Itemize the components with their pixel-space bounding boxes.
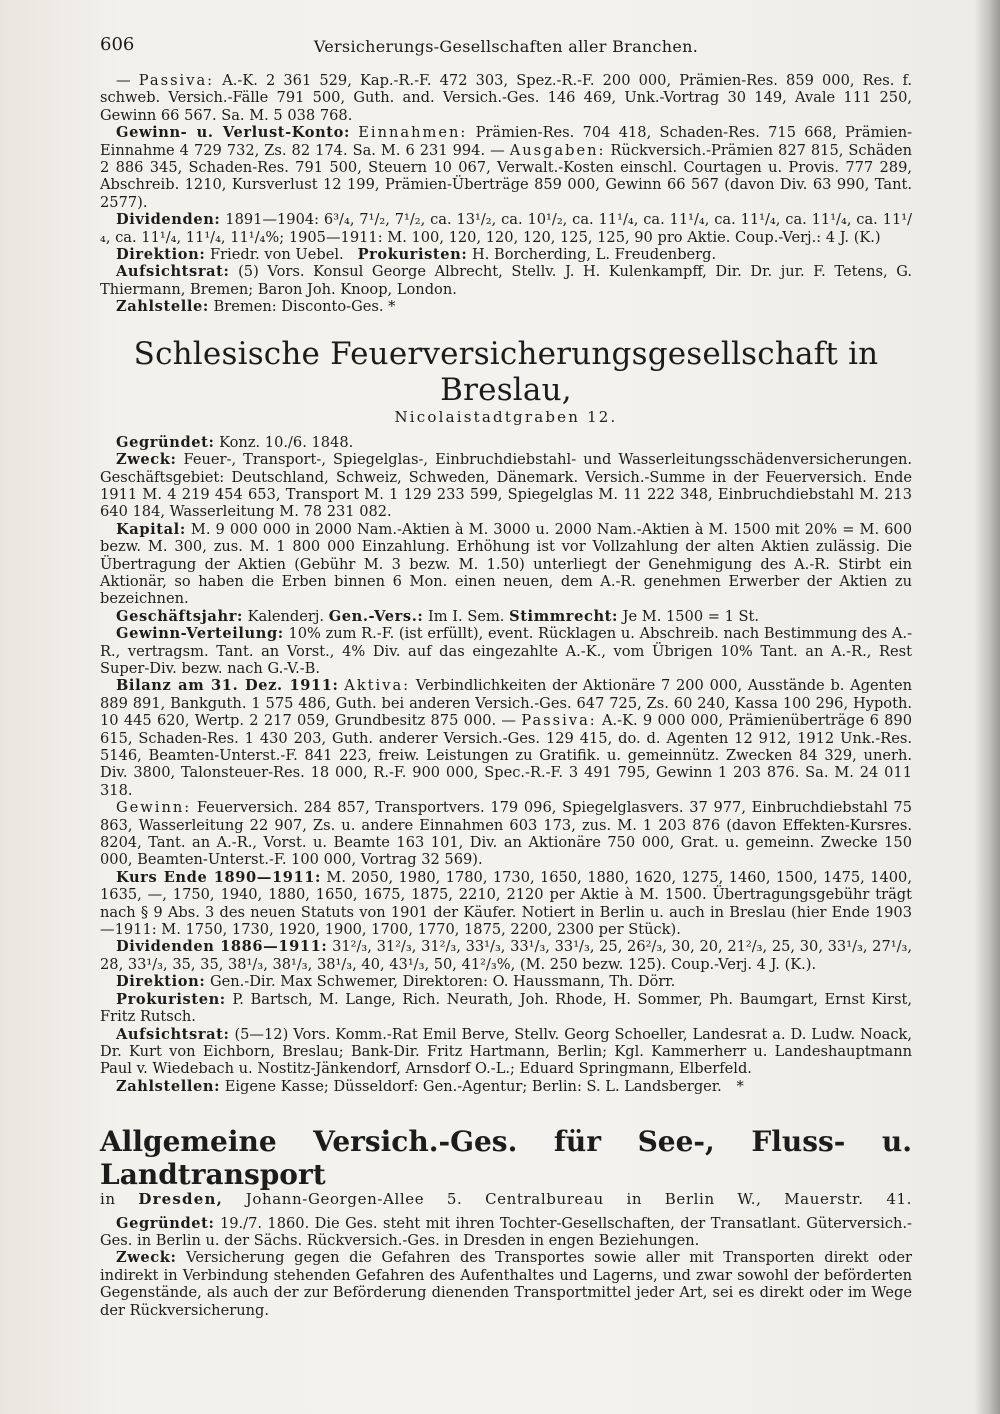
kurs-paragraph — [100, 869, 912, 939]
end-star: * — [736, 1077, 744, 1095]
genvers-text: Im I. Sem. — [428, 607, 505, 625]
gegruendet-text: Konz. 10./6. 1848. — [219, 433, 354, 451]
zweck-paragraph — [100, 451, 912, 521]
company-address-line — [100, 1191, 912, 1208]
kapital-paragraph — [100, 521, 912, 608]
prokuristen-label: Prokuristen: — [357, 246, 468, 264]
gv-einnahmen-label: Einnahmen: — [358, 124, 468, 142]
bilanz-paragraph — [100, 677, 912, 799]
stimmrecht-text: Je M. 1500 = 1 St. — [622, 607, 760, 625]
gewinn-label: Gewinn: — [116, 799, 192, 817]
address-prefix: in — [100, 1190, 116, 1209]
company-title-schlesische: Schlesische Feuerversicherungsgesellschaft in Breslau, — [133, 335, 879, 408]
kurs-label: Kurs Ende 1890—1911: — [116, 868, 321, 886]
geschaeftsjahr-label: Geschäftsjahr: — [116, 607, 243, 625]
geschaeftsjahr-text: Kalenderj. — [247, 607, 325, 625]
gewinnverteilung-label: Gewinn-Verteilung: — [116, 625, 284, 643]
address-city: Dresden, — [138, 1190, 224, 1209]
zweck3-text: Versicherung gegen die Gefahren des Transportes sowie aller mit Transporten direkt oder indirekt in Verbindung stehenden Gefahren des Aufenthaltes und Lagerns, und zwar sowohl der beförderten Gegenstände, als auch der zur Beförderung dienenden Transportmittel jeder Art, sei es direkt oder im Wege der Rückversicherung. — [100, 1249, 912, 1319]
gegruendet3-paragraph — [100, 1215, 912, 1250]
direction-text: Friedr. von Uebel. — [209, 246, 344, 264]
kapital-text: M. 9 000 000 in 2000 Nam.-Aktien à M. 3000 u. 2000 Nam.-Aktien à M. 1500 mit 20% = M. 600 bezw. M. 300, zus. M. 1 800 000 Einzahlung. Erhöhung ist vor Vollzahlung der alten Aktien zulässig. Die Übertragung der Aktien (Gebühr M. 3 bezw. M. 1.50) unterliegt der Genehmigung des A.-R. Stirbt ein Aktionär, so haben die Erben binnen 6 Mon. einen neuen, dem A.-R. genehmen Erwerber der Aktien zu bezeichnen. — [100, 520, 912, 608]
dividenden2-label: Dividenden 1886—1911: — [116, 938, 328, 956]
gegruendet-paragraph — [100, 434, 912, 451]
aufsichtsrat-label: Aufsichtsrat: — [116, 263, 230, 281]
aufsichtsrat2-text: (5—12) Vors. Komm.-Rat Emil Berve, Stellv. Georg Schoeller, Landesrat a. D. Ludw. Noack, Dr. Kurt von Eichborn, Breslau; Bank-Dir. Fritz Hartmann, Berlin; Kgl. Kammerherr u. Landeshauptmann Paul v. Wiedebach u. Nostitz-Jänkendorf, Arnsdorf O.-L.; Eduard Springmann, Elberfeld. — [100, 1025, 912, 1078]
page-number: 606 — [100, 34, 135, 55]
aufsichtsrat2-paragraph — [100, 1026, 912, 1078]
zweck-text: Feuer-, Transport-, Spiegelglas-, Einbruchdiebstahl- und Wasserleitungsschädenversicherungen. Geschäftsgebiet: Deutschland, Schweiz, Schweden, Dänemark. Versich.-Summe in der Feuerversich. Ende 1911 M. 4 219 454 653, Transport M. 1 129 233 599, Spiegelglas M. 11 222 348, Einbruchdiebstahl M. 213 640 184, Wasserleitung M. 78 231 082. — [100, 451, 913, 521]
gegruendet-label: Gegründet: — [116, 433, 215, 451]
direktion2-text: Gen.-Dir. Max Schwemer, Direktoren: O. Haussmann, Th. Dörr. — [209, 973, 676, 991]
prokuristen2-text: P. Bartsch, M. Lange, Rich. Neurath, Joh. Rhode, H. Sommer, Ph. Baumgart, Ernst Kirst, Fritz Rutsch. — [100, 990, 913, 1026]
gewinnverteilung-text: 10% zum R.-F. (ist erfüllt), event. Rücklagen u. Abschreib. nach Bestimmung des A.-R., vertragsm. Tant. an Vorst., 4% Div. auf das eingezahlte A.-K., vom Übrigen 10% Tant. an A.-R., Rest Super-Div. bezw. nach G.-V.-B. — [100, 625, 912, 677]
bilanz-label: Bilanz am 31. Dez. 1911: — [116, 677, 339, 695]
gegruendet3-label: Gegründet: — [116, 1214, 215, 1232]
bilanz-aktiva-label: Aktiva: — [344, 677, 411, 695]
zweck-label: Zweck: — [116, 451, 177, 469]
gv-einnahmen-text: Prämien-Res. 704 418, Schaden-Res. 715 668, Prämien-Einnahme 4 729 732, Zs. 82 174. Sa. M. 6 231 994. — — [100, 124, 913, 159]
zweck3-label: Zweck: — [116, 1249, 177, 1267]
prokuristen2-paragraph — [100, 991, 912, 1026]
kurs-text: M. 2050, 1980, 1780, 1730, 1650, 1880, 1620, 1275, 1460, 1500, 1475, 1400, 1635, —, 1750, 1940, 1880, 1650, 1675, 1875, 2210, 2120 per Aktie à M. 1500. Übertragungsgebühr trägt nach § 9 Abs. 3 des neuen Statuts von 1901 der Käufer. Notiert in Berlin u. auch in Breslau (hier Ende 1903—1911: M. 1750, 1730, 1920, 1900, 1700, 1770, 1875, 2200, 2300 per Stück). — [100, 868, 912, 939]
zahlstelle-label: Zahlstelle: — [116, 298, 209, 316]
company-title-allgemeine: Allgemeine Versich.-Ges. für See-, Fluss- u. Landtransport — [100, 1125, 912, 1192]
gv-paragraph — [100, 124, 912, 211]
address-rest: Johann-Georgen-Allee 5. Centralbureau in Berlin W., Mauerstr. 41. — [245, 1190, 912, 1209]
stimmrecht-label: Stimmrecht: — [509, 607, 618, 625]
zahlstellen2-text: Eigene Kasse; Düsseldorf: Gen.-Agentur; Berlin: S. L. Landsberger. — [224, 1077, 722, 1095]
zweck3-paragraph — [100, 1249, 912, 1319]
zahlstelle-text: Bremen: Disconto-Ges. * — [213, 298, 396, 316]
geschaeftsjahr-paragraph — [100, 608, 912, 625]
dividenden2-paragraph — [100, 938, 912, 973]
gv-ausgaben-label: Ausgaben: — [509, 141, 606, 159]
direktion2-label: Direktion: — [116, 973, 206, 991]
aufsichtsrat2-label: Aufsichtsrat: — [116, 1025, 230, 1043]
kapital-label: Kapital: — [116, 520, 186, 538]
genvers-label: Gen.-Vers.: — [328, 607, 424, 625]
dividenden2-text: 31²/₃, 31²/₃, 31²/₃, 33¹/₃, 33¹/₃, 33¹/₃, 25, 26²/₃, 30, 20, 21²/₃, 25, 30, 33¹/₃, 27¹/₃, 28, 33¹/₃, 35, 35, 38¹/₃, 38¹/₃, 38¹/₃, 40, 43¹/₃, 50, 41²/₃%, (M. 250 bezw. 125). Coup.-Verj. 4 J. (K.). — [100, 938, 912, 973]
company-street: Nicolaistadtgraben 12. — [394, 407, 618, 426]
passiva-paragraph: — Passiva: A.-K. 2 361 529, Kap.-R.-F. 472 303, Spez.-R.-F. 200 000, Prämien-Res. 859 000, Res. f. schweb. Versich.-Fälle 791 500, Guth. and. Versich.-Ges. 146 469, Unk.-Vortrag 30 149, Avale 111 250, Gewinn 66 567. Sa. M. 5 038 768. — [100, 72, 913, 124]
direktion2-paragraph — [100, 973, 912, 990]
running-title: Versicherungs-Gesellschaften aller Branchen. — [313, 37, 699, 56]
gv-ausgaben-text: Rückversich.-Prämien 827 815, Schäden 2 886 345, Schaden-Res. 791 500, Steuern 10 067, Verwalt.-Kosten einschl. Courtagen u. Provis. 777 289, Abschreib. 1210, Kursverlust 12 199, Prämien-Überträge 859 000, Gewinn 66 567 (davon Div. 63 990, Tant. 2577). — [100, 141, 913, 211]
dividends-text: 1891—1904: 6³/₄, 7¹/₂, 7¹/₂, ca. 13¹/₂, ca. 10¹/₂, ca. 11¹/₄, ca. 11¹/₄, ca. 11¹/₄, ca. 11¹/₄, ca. 11¹/₄, ca. 11¹/₄, 11¹/₄, 11¹/₄%; 1905—1911: M. 100, 120, 120, 120, 125, 125, 90 pro Aktie. Coup.-Verj.: 4 J. (K.) — [100, 211, 913, 246]
direction-label: Direktion: — [116, 246, 206, 264]
gewinnverteilung-paragraph — [100, 625, 912, 677]
gewinn-paragraph — [100, 799, 912, 869]
bilanz-passiva-label: Passiva: — [521, 712, 597, 730]
passiva-label: Passiva: — [138, 72, 215, 89]
prokuristen-text: H. Borcherding, L. Freudenberg. — [472, 246, 717, 264]
prokuristen2-label: Prokuristen: — [116, 990, 226, 1008]
running-head — [100, 30, 912, 60]
gewinn-text: Feuerversich. 284 857, Transportvers. 179 096, Spiegelglasvers. 37 977, Einbruchdiebstahl 75 863, Wasserleitung 22 907, Zs. u. andere Einnahmen 603 173, zus. M. 1 203 876 (davon Effekten-Kursres. 8204, Tant. an A.-R., Vorst. u. Beamte 163 101, Div. an Aktionäre 750 000, Grat. u. gemeinn. Zwecke 150 000, Beamten-Unterst.-F. 100 000, Vortrag 32 569). — [100, 799, 912, 869]
passiva-text: A.-K. 2 361 529, Kap.-R.-F. 472 303, Spez.-R.-F. 200 000, Prämien-Res. 859 000, Res. f. schweb. Versich.-Fälle 791 500, Guth. and. Versich.-Ges. 146 469, Unk.-Vortrag 30 149, Avale 111 250, Gewinn 66 567. Sa. M. 5 038 768. — [100, 72, 913, 124]
aufsichtsrat-text: (5) Vors. Konsul George Albrecht, Stellv. J. H. Kulenkampff, Dir. Dr. jur. F. Tetens, G. Thiermann, Bremen; Baron Joh. Knoop, London. — [100, 263, 913, 298]
bilanz-aktiva-text: Verbindlichkeiten der Aktionäre 7 200 000, Ausstände b. Agenten 889 891, Bankguth. 1 575 486, Guth. bei anderen Versich.-Ges. 647 725, Zs. 60 240, Kassa 100 296, Hypoth. 10 445 620, Wertp. 2 217 059, Grundbesitz 875 000. — — [100, 677, 912, 730]
gv-label: Gewinn- u. Verlust-Konto: — [116, 124, 350, 142]
zahlstellen2-label: Zahlstellen: — [116, 1077, 221, 1095]
zahlstellen2-paragraph — [100, 1078, 912, 1095]
direction-paragraph — [100, 246, 912, 263]
page-content — [100, 30, 912, 1319]
dividends-label: Dividenden: — [116, 211, 221, 229]
bilanz-passiva-text: A.-K. 9 000 000, Prämienüberträge 6 890 615, Schaden-Res. 1 430 203, Guth. anderer Versich.-Ges. 129 415, do. d. Agenten 12 912, 1912 Unk.-Res. 5146, Beamten-Unterst.-F. 841 223, freiw. Leistungen zu Gratifik. u. gemeinnütz. Zwecken 84 329, unerh. Div. 3800, Talonsteuer-Res. 18 000, R.-F. 900 000, Spec.-R.-F. 3 491 795, Gewinn 1 203 876. Sa. M. 24 011 318. — [100, 712, 912, 799]
zahlstelle-paragraph — [100, 298, 912, 315]
page-spine-shadow — [974, 0, 1000, 1414]
aufsichtsrat-paragraph — [100, 263, 912, 298]
gegruendet3-text: 19./7. 1860. Die Ges. steht mit ihren Tochter-Gesellschaften, der Transatlant. Güterversich.-Ges. in Berlin u. der Sächs. Rückversich.-Ges. in Dresden in engen Beziehungen. — [100, 1214, 912, 1249]
dividends-paragraph — [100, 211, 912, 246]
